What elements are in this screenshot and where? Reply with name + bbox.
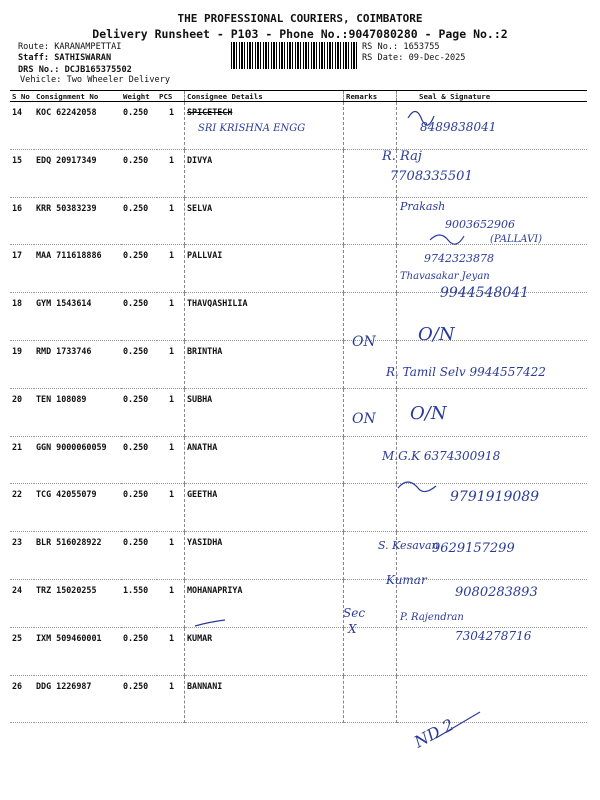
route-label: Route: KARANAMPETTAI (18, 42, 122, 52)
handwritten-phone-16: 9003652906 (445, 218, 515, 231)
handwritten-phone-14: 8489838041 (420, 120, 497, 134)
consignment-cell: KOC 62242058 (34, 102, 121, 150)
table-row (10, 388, 587, 436)
pcs-cell: 1 (157, 197, 185, 245)
weight-cell: 0.250 (121, 484, 157, 532)
consignee-cell: SELVA (185, 197, 344, 245)
signature-cell (397, 484, 588, 532)
remarks-cell (344, 197, 397, 245)
runsheet-subtitle: Delivery Runsheet - P103 - Phone No.:9047080280 - Page No.:2 (92, 27, 508, 41)
pcs-cell: 1 (157, 579, 185, 627)
sno-cell: 16 (10, 197, 34, 245)
weight-cell: 0.250 (121, 532, 157, 580)
handwritten-phone-18: 9944548041 (440, 285, 530, 301)
remarks-cell (344, 579, 397, 627)
signature-cell (397, 340, 588, 388)
signature-cell (397, 102, 588, 150)
signature-cell (397, 627, 588, 675)
consignment-cell: MAA 711618886 (34, 245, 121, 293)
remarks-cell (344, 388, 397, 436)
weight-cell: 0.250 (121, 627, 157, 675)
table-row (10, 340, 587, 388)
handwritten-phone-15: 7708335501 (390, 169, 473, 184)
signature-cell (397, 532, 588, 580)
company-title: THE PROFESSIONAL COURIERS, COIMBATORE (177, 12, 423, 25)
consignment-cell: DDG 1226987 (34, 675, 121, 723)
remarks-cell (344, 102, 397, 150)
signature-cell (397, 436, 588, 484)
handwritten-sig-18: Thavasakar Jeyan (400, 271, 490, 282)
consignee-cell: SUBHA (185, 388, 344, 436)
handwritten-sig-20: R. Tamil Selv 9944557422 (386, 365, 546, 379)
sno-cell: 17 (10, 245, 34, 293)
table-header-row (10, 91, 587, 102)
consignee-cell: DIVYA (185, 149, 344, 197)
consignment-cell: GYM 1543614 (34, 293, 121, 341)
consignee-cell: YASIDHA (185, 532, 344, 580)
consignee-cell: SPICETECH (185, 102, 344, 150)
pcs-cell: 1 (157, 245, 185, 293)
sno-cell: 22 (10, 484, 34, 532)
table-row (10, 484, 587, 532)
consignee-cell: PALLVAI (185, 245, 344, 293)
sno-cell: 18 (10, 293, 34, 341)
consignee-cell: KUMAR (185, 627, 344, 675)
handwritten-sig-15: R. Raj (382, 149, 422, 164)
handwritten-phone-24: 9629157299 (432, 541, 515, 556)
sno-cell: 26 (10, 675, 34, 723)
handwritten-sig-16: Prakash (400, 200, 446, 213)
weight-cell: 0.250 (121, 245, 157, 293)
pcs-cell: 1 (157, 532, 185, 580)
handwritten-sig-24: S. Kesavan (378, 539, 439, 552)
consignment-cell: EDQ 20917349 (34, 149, 121, 197)
pcs-cell: 1 (157, 149, 185, 197)
weight-cell: 0.250 (121, 675, 157, 723)
consignee-cell: MOHANAPRIYA (185, 579, 344, 627)
handwritten-remark-26b: X (348, 622, 357, 636)
consignee-cell: BRINTHA (185, 340, 344, 388)
remarks-cell (344, 149, 397, 197)
handwritten-company: SRI KRISHNA ENGG (198, 123, 306, 134)
pcs-cell: 1 (157, 102, 185, 150)
col-signature: Seal & Signature (397, 91, 588, 102)
handwritten-sig-22: M.G.K 6374300918 (382, 449, 501, 463)
handwritten-phone-17: 9742323878 (424, 252, 494, 265)
remarks-cell (344, 293, 397, 341)
table-row (10, 579, 587, 627)
handwritten-phone-23: 9791919089 (450, 489, 540, 505)
handwritten-sig-26: P. Rajendran (400, 612, 464, 623)
col-consignment: Consignment No (34, 91, 121, 102)
table-row (10, 102, 587, 150)
consignment-cell: BLR 516028922 (34, 532, 121, 580)
consignment-cell: RMD 1733746 (34, 340, 121, 388)
pcs-cell: 1 (157, 484, 185, 532)
consignee-cell: ANATHA (185, 436, 344, 484)
pcs-cell: 1 (157, 388, 185, 436)
handwritten-remark-21: ON (352, 411, 376, 427)
handwritten-remark-19: ON (352, 334, 376, 350)
pcs-cell: 1 (157, 293, 185, 341)
signature-cell (397, 293, 588, 341)
runsheet-table (10, 90, 587, 723)
handwritten-name-17: (PALLAVI) (490, 234, 543, 245)
table-row (10, 627, 587, 675)
signature-cell (397, 197, 588, 245)
signature-cell (397, 579, 588, 627)
handwritten-phone-26: 7304278716 (455, 629, 532, 643)
consignee-cell: GEETHA (185, 484, 344, 532)
consignee-cell: BANNANI (185, 675, 344, 723)
handwritten-phone-25: 9080283893 (455, 585, 538, 600)
table-row (10, 436, 587, 484)
remarks-cell (344, 484, 397, 532)
weight-cell: 0.250 (121, 436, 157, 484)
staff-label: Staff: SATHISWARAN (18, 53, 112, 63)
col-weight: Weight (121, 91, 157, 102)
remarks-cell (344, 340, 397, 388)
sno-cell: 25 (10, 627, 34, 675)
weight-cell: 0.250 (121, 340, 157, 388)
handwritten-remark-26a: Sec (343, 606, 366, 620)
sno-cell: 14 (10, 102, 34, 150)
sno-cell: 21 (10, 436, 34, 484)
pcs-cell: 1 (157, 675, 185, 723)
sno-cell: 24 (10, 579, 34, 627)
table-row (10, 675, 587, 723)
sno-cell: 15 (10, 149, 34, 197)
sno-cell: 20 (10, 388, 34, 436)
table-row (10, 532, 587, 580)
signature-cell (397, 675, 588, 723)
weight-cell: 0.250 (121, 293, 157, 341)
pcs-cell: 1 (157, 436, 185, 484)
sno-cell: 19 (10, 340, 34, 388)
remarks-cell (344, 532, 397, 580)
rs-number: RS No.: 1653755 (362, 42, 440, 52)
weight-cell: 1.550 (121, 579, 157, 627)
barcode (231, 42, 357, 69)
pcs-cell: 1 (157, 340, 185, 388)
consignment-cell: KRR 50383239 (34, 197, 121, 245)
signature-cell (397, 245, 588, 293)
signature-cell (397, 388, 588, 436)
signature-cell (397, 149, 588, 197)
vehicle-label: Vehicle: Two Wheeler Delivery (20, 75, 171, 85)
consignment-cell: TCG 42055079 (34, 484, 121, 532)
weight-cell: 0.250 (121, 149, 157, 197)
col-consignee: Consignee Details (185, 91, 344, 102)
col-sno: S No (10, 91, 34, 102)
col-remarks: Remarks (344, 91, 397, 102)
table-row (10, 149, 587, 197)
consignment-cell: TEN 108089 (34, 388, 121, 436)
sno-cell: 23 (10, 532, 34, 580)
table-row (10, 197, 587, 245)
handwritten-sig-25: Kumar (386, 573, 427, 587)
rs-date: RS Date: 09-Dec-2025 (362, 53, 466, 63)
handwritten-sig-21: O/N (410, 403, 447, 424)
remarks-cell (344, 675, 397, 723)
table-row (10, 293, 587, 341)
consignment-cell: TRZ 15020255 (34, 579, 121, 627)
handwritten-sig-19: O/N (418, 324, 455, 345)
handwritten-footer-note: ND 2 (410, 714, 458, 752)
col-pcs: PCS (157, 91, 185, 102)
consignment-cell: GGN 9000060059 (34, 436, 121, 484)
remarks-cell (344, 627, 397, 675)
weight-cell: 0.250 (121, 388, 157, 436)
table-row (10, 245, 587, 293)
pcs-cell: 1 (157, 627, 185, 675)
consignment-cell: IXM 509460001 (34, 627, 121, 675)
drs-label: DRS No.: DCJB165375502 (18, 65, 132, 75)
weight-cell: 0.250 (121, 102, 157, 150)
consignee-cell: THAVQASHILIA (185, 293, 344, 341)
remarks-cell (344, 436, 397, 484)
weight-cell: 0.250 (121, 197, 157, 245)
remarks-cell (344, 245, 397, 293)
